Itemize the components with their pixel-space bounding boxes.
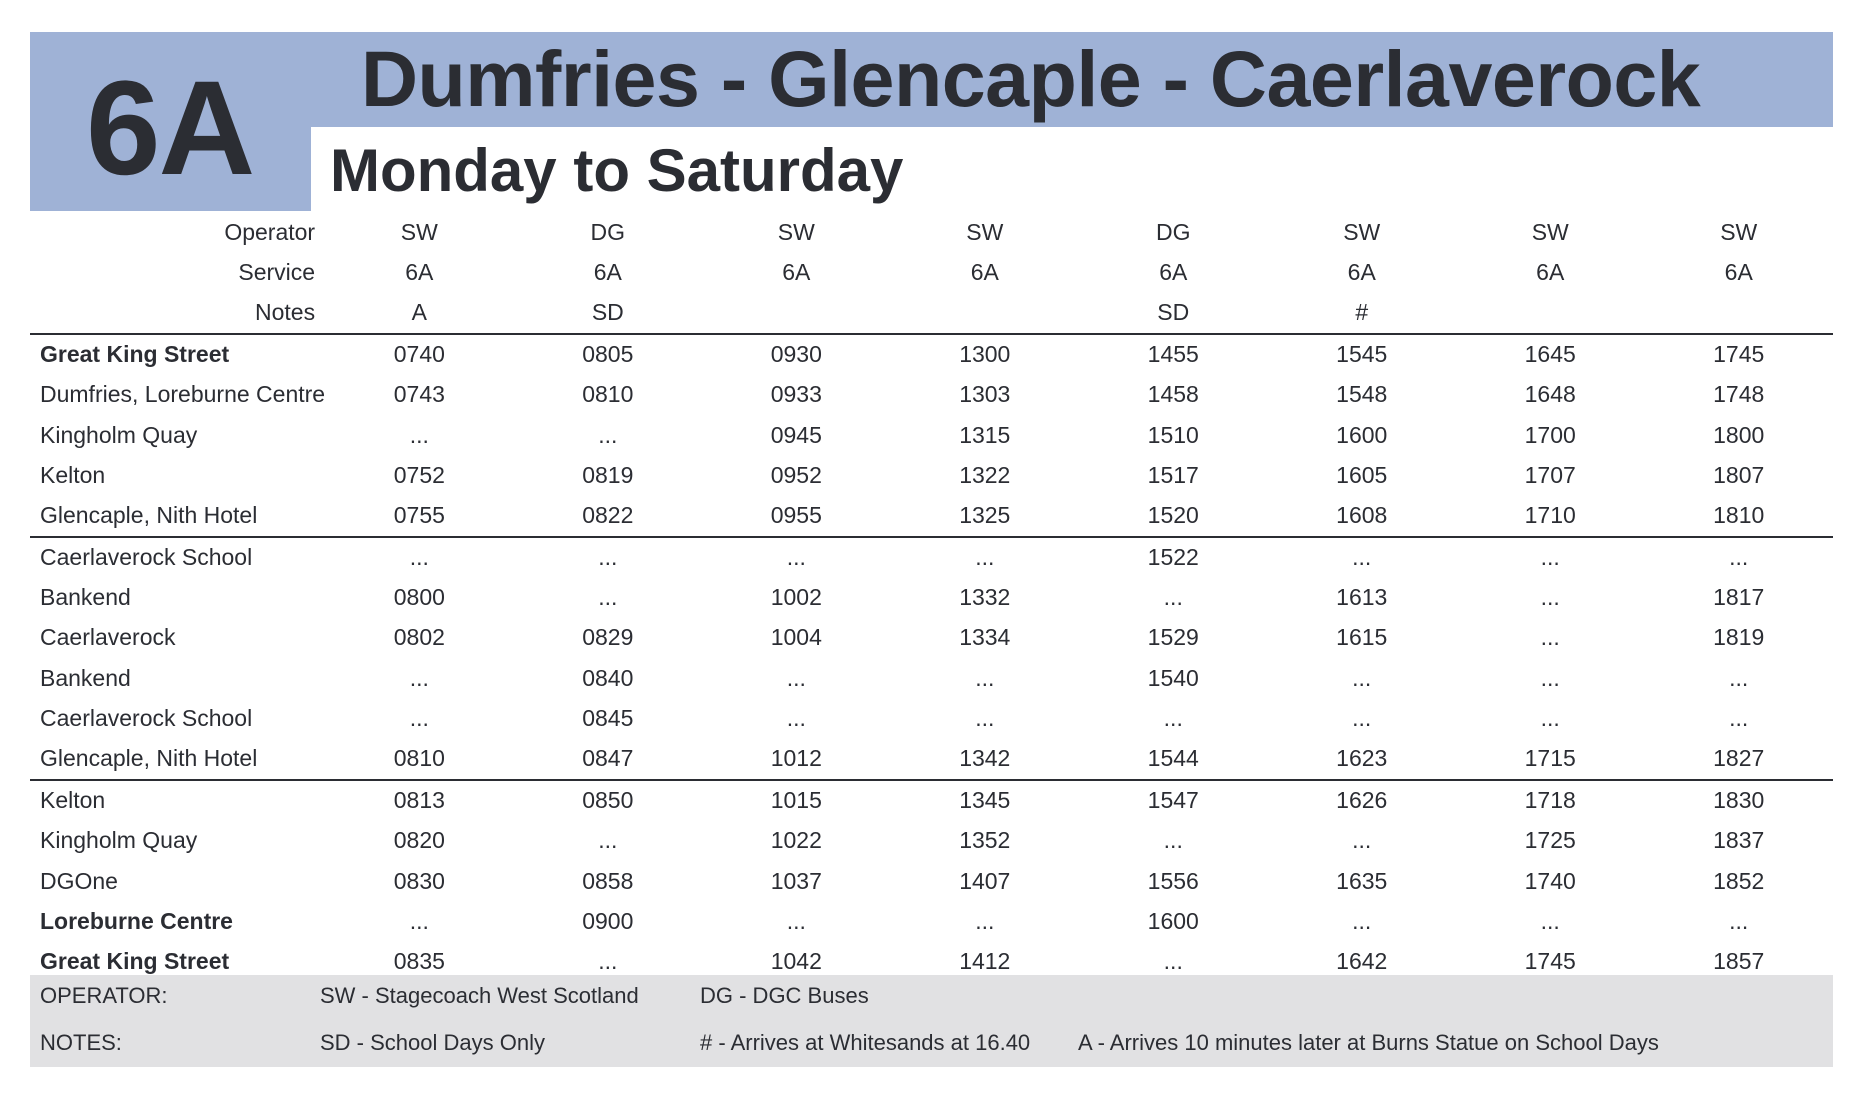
header-cell: DG bbox=[1156, 218, 1191, 245]
departure-time: 1315 bbox=[959, 421, 1011, 448]
departure-time: 0900 bbox=[582, 907, 634, 934]
table-row bbox=[30, 375, 1833, 415]
departure-time: 1645 bbox=[1524, 341, 1576, 368]
departure-time: 1012 bbox=[702, 738, 890, 779]
departure-time: 1325 bbox=[891, 495, 1079, 536]
departure-time: ... bbox=[598, 584, 618, 611]
table-row bbox=[30, 821, 1833, 861]
table-row bbox=[30, 415, 1833, 455]
departure-time: 0802 bbox=[393, 624, 445, 651]
departure-time: 1626 bbox=[1336, 787, 1388, 814]
departure-time: 1830 bbox=[1713, 787, 1765, 814]
stop-name: Dumfries, Loreburne Centre bbox=[40, 381, 326, 408]
departure-time: 0829 bbox=[582, 624, 634, 651]
departure-time: 1332 bbox=[959, 584, 1011, 611]
note-hash: # - Arrives at Whitesands at 16.40 bbox=[700, 1030, 1031, 1055]
header-cell: SW bbox=[1531, 218, 1569, 245]
stop-name: Bankend bbox=[40, 664, 131, 691]
header-row-label: Notes bbox=[30, 292, 325, 333]
departure-time: 1458 bbox=[1147, 381, 1199, 408]
departure-time: 0845 bbox=[582, 704, 634, 731]
departure-time: ... bbox=[1540, 907, 1560, 934]
departure-time: ... bbox=[1352, 907, 1372, 934]
departure-time: 0850 bbox=[582, 787, 634, 814]
stop-name: Glencaple, Nith Hotel bbox=[30, 495, 325, 536]
footer-key bbox=[30, 975, 1833, 1067]
departure-time: 1707 bbox=[1524, 461, 1576, 488]
departure-time: 1715 bbox=[1456, 738, 1644, 779]
departure-time: 1642 bbox=[1336, 947, 1388, 974]
route-title: Dumfries - Glencaple - Caerlaverock bbox=[361, 34, 1701, 123]
timetable-body bbox=[30, 212, 1833, 982]
departure-time: ... bbox=[786, 664, 806, 691]
stop-name: Kingholm Quay bbox=[40, 421, 198, 448]
departure-time: 1002 bbox=[770, 584, 822, 611]
departure-time: 1522 bbox=[1147, 544, 1199, 571]
departure-time: 1022 bbox=[770, 827, 822, 854]
stop-name: Kelton bbox=[40, 461, 106, 488]
departure-time: 0805 bbox=[582, 341, 634, 368]
departure-time: ... bbox=[1540, 584, 1560, 611]
departure-time: ... bbox=[1729, 704, 1749, 731]
operator-label: OPERATOR: bbox=[40, 983, 168, 1008]
departure-time: 0810 bbox=[325, 738, 513, 779]
stop-name: DGOne bbox=[40, 867, 118, 894]
departure-time: 1710 bbox=[1456, 495, 1644, 536]
departure-time: ... bbox=[1540, 664, 1560, 691]
departure-time: 0835 bbox=[393, 947, 445, 974]
departure-time: 1455 bbox=[1147, 341, 1199, 368]
header-cell: 6A bbox=[970, 258, 999, 285]
departure-time: 0740 bbox=[393, 341, 445, 368]
departure-time: 1745 bbox=[1713, 341, 1765, 368]
departure-time: 1748 bbox=[1713, 381, 1765, 408]
table-row bbox=[30, 578, 1833, 618]
departure-time: 1322 bbox=[959, 461, 1011, 488]
header-row bbox=[30, 212, 1833, 252]
header-cell: SD bbox=[1079, 292, 1267, 333]
header-cell: SW bbox=[1343, 218, 1381, 245]
departure-time: 0847 bbox=[514, 738, 702, 779]
departure-time: 1334 bbox=[959, 624, 1011, 651]
departure-time: ... bbox=[409, 544, 429, 571]
departure-time: 1827 bbox=[1644, 738, 1833, 779]
notes-label: NOTES: bbox=[40, 1030, 122, 1055]
table-row bbox=[30, 334, 1833, 375]
departure-time: 0952 bbox=[770, 461, 822, 488]
departure-time: 0752 bbox=[393, 461, 445, 488]
departure-time: ... bbox=[1163, 584, 1183, 611]
departure-time: 1615 bbox=[1336, 624, 1388, 651]
departure-time: 1540 bbox=[1147, 664, 1199, 691]
departure-time: ... bbox=[975, 544, 995, 571]
departure-time: 1608 bbox=[1268, 495, 1456, 536]
departure-time: ... bbox=[409, 704, 429, 731]
title-band bbox=[311, 32, 1833, 127]
header-cell bbox=[1644, 292, 1833, 333]
route-number-box bbox=[30, 32, 311, 211]
departure-time: 1817 bbox=[1713, 584, 1765, 611]
departure-time: 1635 bbox=[1336, 867, 1388, 894]
departure-time: 1037 bbox=[770, 867, 822, 894]
table-row bbox=[30, 901, 1833, 941]
header-cell: 6A bbox=[1347, 258, 1376, 285]
days-of-operation: Monday to Saturday bbox=[330, 137, 904, 204]
departure-time: 1852 bbox=[1713, 867, 1765, 894]
departure-time: 1700 bbox=[1524, 421, 1576, 448]
stop-name: Glencaple, Nith Hotel bbox=[30, 738, 325, 779]
header-row bbox=[30, 252, 1833, 292]
operator-sw: SW - Stagecoach West Scotland bbox=[320, 983, 639, 1008]
departure-time: ... bbox=[1163, 704, 1183, 731]
departure-time: 1545 bbox=[1336, 341, 1388, 368]
table-row bbox=[30, 738, 1833, 779]
table-row bbox=[30, 618, 1833, 658]
stop-name: Caerlaverock bbox=[40, 624, 176, 651]
header-cell bbox=[702, 292, 890, 333]
departure-time: 1300 bbox=[959, 341, 1011, 368]
departure-time: ... bbox=[1540, 704, 1560, 731]
departure-time: 1605 bbox=[1336, 461, 1388, 488]
departure-time: 1547 bbox=[1147, 787, 1199, 814]
departure-time: 1042 bbox=[770, 947, 822, 974]
operator-dg: DG - DGC Buses bbox=[700, 983, 869, 1008]
departure-time: ... bbox=[1352, 544, 1372, 571]
departure-time: 0800 bbox=[393, 584, 445, 611]
departure-time: 1819 bbox=[1713, 624, 1765, 651]
departure-time: 1548 bbox=[1336, 381, 1388, 408]
departure-time: ... bbox=[1729, 664, 1749, 691]
header-cell: 6A bbox=[1536, 258, 1565, 285]
table-row bbox=[30, 658, 1833, 698]
departure-time: 1303 bbox=[959, 381, 1011, 408]
departure-time: 1648 bbox=[1524, 381, 1576, 408]
departure-time: 1857 bbox=[1713, 947, 1765, 974]
departure-time: 1623 bbox=[1268, 738, 1456, 779]
departure-time: 1745 bbox=[1524, 947, 1576, 974]
departure-time: ... bbox=[1163, 827, 1183, 854]
table-row bbox=[30, 861, 1833, 901]
note-a: A - Arrives 10 minutes later at Burns Statue on School Days bbox=[1078, 1030, 1659, 1055]
departure-time: ... bbox=[598, 421, 618, 448]
departure-time: 0858 bbox=[582, 867, 634, 894]
departure-time: 1556 bbox=[1147, 867, 1199, 894]
departure-time: 1352 bbox=[959, 827, 1011, 854]
table-row bbox=[30, 698, 1833, 738]
departure-time: ... bbox=[1729, 907, 1749, 934]
stop-name: Caerlaverock School bbox=[40, 704, 253, 731]
departure-time: 1510 bbox=[1147, 421, 1199, 448]
header-row bbox=[30, 292, 1833, 333]
departure-time: ... bbox=[1163, 947, 1183, 974]
header-cell: 6A bbox=[782, 258, 811, 285]
departure-time: ... bbox=[1352, 827, 1372, 854]
departure-time: 1529 bbox=[1147, 624, 1199, 651]
departure-time: ... bbox=[786, 907, 806, 934]
header-cell: SD bbox=[514, 292, 702, 333]
departure-time: 0743 bbox=[393, 381, 445, 408]
departure-time: 1807 bbox=[1713, 461, 1765, 488]
stop-name: Bankend bbox=[40, 584, 131, 611]
departure-time: 0810 bbox=[582, 381, 634, 408]
departure-time: 1600 bbox=[1336, 421, 1388, 448]
departure-time: 0755 bbox=[325, 495, 513, 536]
departure-time: ... bbox=[786, 704, 806, 731]
stop-name: Caerlaverock School bbox=[40, 544, 253, 571]
departure-time: 1342 bbox=[891, 738, 1079, 779]
header-cell: 6A bbox=[1159, 258, 1188, 285]
departure-time: 1407 bbox=[959, 867, 1011, 894]
header-cell: 6A bbox=[1724, 258, 1753, 285]
departure-time: 1725 bbox=[1524, 827, 1576, 854]
departure-time: 0840 bbox=[582, 664, 634, 691]
timetable bbox=[30, 212, 1833, 982]
departure-time: 1810 bbox=[1644, 495, 1833, 536]
header-cell: SW bbox=[400, 218, 438, 245]
table-row bbox=[30, 537, 1833, 578]
header-row-label: Service bbox=[238, 258, 316, 285]
departure-time: ... bbox=[1540, 624, 1560, 651]
table-row bbox=[30, 495, 1833, 536]
departure-time: 1718 bbox=[1524, 787, 1576, 814]
departure-time: 0820 bbox=[393, 827, 445, 854]
departure-time: 1520 bbox=[1079, 495, 1267, 536]
note-sd: SD - School Days Only bbox=[320, 1030, 545, 1055]
departure-time: 1613 bbox=[1336, 584, 1388, 611]
stop-name: Great King Street bbox=[40, 341, 230, 368]
departure-time: 1345 bbox=[959, 787, 1011, 814]
departure-time: ... bbox=[409, 664, 429, 691]
departure-time: ... bbox=[409, 421, 429, 448]
header-cell: SW bbox=[966, 218, 1004, 245]
departure-time: 1517 bbox=[1147, 461, 1199, 488]
departure-time: 0813 bbox=[393, 787, 445, 814]
departure-time: 0933 bbox=[770, 381, 822, 408]
departure-time: 1015 bbox=[770, 787, 822, 814]
header-cell: # bbox=[1268, 292, 1456, 333]
header-cell bbox=[1456, 292, 1644, 333]
departure-time: ... bbox=[1352, 664, 1372, 691]
departure-time: 0945 bbox=[770, 421, 822, 448]
departure-time: ... bbox=[598, 947, 618, 974]
stop-name: Kingholm Quay bbox=[40, 827, 198, 854]
departure-time: 1800 bbox=[1713, 421, 1765, 448]
departure-time: ... bbox=[1352, 704, 1372, 731]
header-cell bbox=[891, 292, 1079, 333]
departure-time: 1004 bbox=[770, 624, 822, 651]
departure-time: 1544 bbox=[1079, 738, 1267, 779]
header-cell: SW bbox=[777, 218, 815, 245]
departure-time: 1600 bbox=[1147, 907, 1199, 934]
departure-time: 0819 bbox=[582, 461, 634, 488]
header-row-label: Operator bbox=[224, 218, 316, 245]
stop-name: Loreburne Centre bbox=[40, 907, 233, 934]
departure-time: 0822 bbox=[514, 495, 702, 536]
header-cell: A bbox=[325, 292, 513, 333]
header-cell: 6A bbox=[593, 258, 622, 285]
departure-time: ... bbox=[1540, 544, 1560, 571]
departure-time: ... bbox=[1729, 544, 1749, 571]
departure-time: ... bbox=[975, 907, 995, 934]
departure-time: 1740 bbox=[1524, 867, 1576, 894]
departure-time: ... bbox=[975, 664, 995, 691]
departure-time: 0830 bbox=[393, 867, 445, 894]
departure-time: ... bbox=[409, 907, 429, 934]
header-cell: DG bbox=[590, 218, 626, 245]
route-number: 6A bbox=[86, 54, 254, 203]
departure-time: ... bbox=[598, 544, 618, 571]
stop-name: Great King Street bbox=[40, 947, 230, 974]
header-cell: 6A bbox=[405, 258, 434, 285]
departure-time: 0930 bbox=[770, 341, 822, 368]
departure-time: ... bbox=[975, 704, 995, 731]
departure-time: 1412 bbox=[959, 947, 1011, 974]
stop-name: Kelton bbox=[40, 787, 106, 814]
departure-time: 1837 bbox=[1713, 827, 1765, 854]
departure-time: ... bbox=[598, 827, 618, 854]
table-row bbox=[30, 780, 1833, 821]
header-cell: SW bbox=[1720, 218, 1758, 245]
departure-time: 0955 bbox=[702, 495, 890, 536]
departure-time: ... bbox=[786, 544, 806, 571]
table-row bbox=[30, 455, 1833, 495]
